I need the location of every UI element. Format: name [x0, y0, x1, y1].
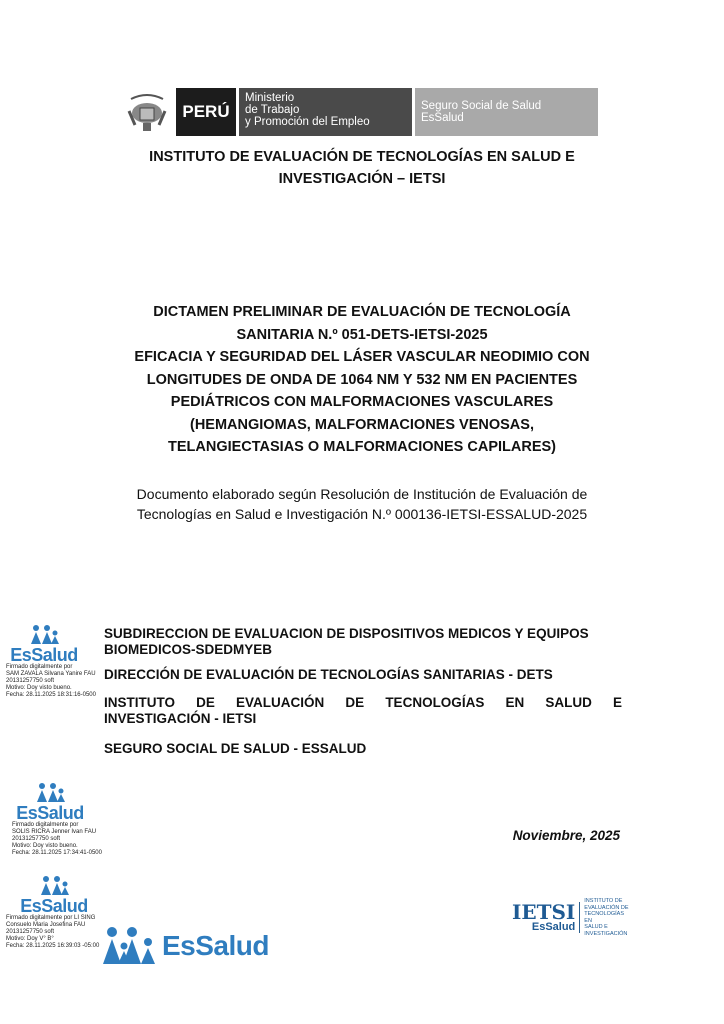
title-line: SANITARIA N.º 051-DETS-IETSI-2025	[236, 326, 488, 343]
signature-line: 20131257750 soft	[6, 929, 55, 935]
org-line: INSTITUTO DE EVALUACIÓN DE TECNOLOGÍAS EN SALUD E	[104, 695, 622, 710]
org-line: DIRECCIÓN DE EVALUACIÓN DE TECNOLOGÍAS SANITARIAS - DETS	[104, 667, 553, 682]
ietsi-logo	[512, 898, 632, 937]
header-banner	[118, 88, 598, 136]
signature-line: Firmado digitalmente por	[6, 664, 73, 670]
ietsi-caption-line: EVALUACIÓN DE	[584, 904, 629, 911]
document-date: Noviembre, 2025	[512, 828, 620, 843]
ietsi-logo-word: IETSI	[512, 900, 576, 924]
org-line: BIOMEDICOS-SDEDMYEB	[104, 642, 273, 657]
signature-line: Motivo: Doy visto bueno.	[12, 843, 78, 849]
ietsi-caption-line: INSTITUTO DE	[584, 898, 623, 904]
resolution-subtitle	[0, 484, 724, 524]
title-line: (HEMANGIOMAS, MALFORMACIONES VENOSAS,	[190, 416, 534, 433]
essalud-logo	[16, 875, 92, 915]
essalud-logo	[6, 624, 82, 664]
digital-signature-3	[6, 875, 106, 950]
org-line: INVESTIGACIÓN - IETSI	[104, 711, 257, 726]
title-line: TELANGIECTASIAS O MALFORMACIONES CAPILARES)	[167, 439, 556, 455]
digital-signature-2	[12, 782, 112, 857]
digital-signature-1	[6, 624, 106, 699]
signature-line: Firmado digitalmente por	[12, 822, 79, 828]
signature-line: Fecha: 28.11.2025 18:31:16-0500	[6, 692, 96, 698]
ietsi-caption-line: SALUD E	[584, 924, 608, 930]
institute-heading	[0, 146, 724, 190]
ministry-line: y Promoción del Empleo	[245, 116, 370, 128]
essalud-band-line: Seguro Social de Salud	[421, 100, 542, 112]
ietsi-logo-caption	[580, 898, 632, 937]
title-line: PEDIÁTRICOS CON MALFORMACIONES VASCULARES	[170, 394, 554, 410]
org-dets	[104, 667, 622, 683]
essalud-logo-text: EsSalud	[20, 896, 88, 916]
essalud-logo-text: EsSalud	[10, 645, 78, 665]
essalud-family-icon	[27, 624, 61, 646]
essalud-family-icon	[37, 875, 71, 897]
essalud-band-label	[415, 88, 598, 136]
peru-label: PERÚ	[176, 88, 239, 136]
ietsi-caption-line: INVESTIGACIÓN	[584, 930, 628, 937]
title-line: LONGITUDES DE ONDA DE 1064 NM Y 532 NM EN PACIENTES	[146, 371, 578, 388]
org-sdedmyeb	[104, 626, 622, 658]
ministry-label	[239, 88, 415, 136]
signature-line: 20131257750 soft	[12, 836, 61, 842]
signature-line: Fecha: 28.11.2025 16:39:03 -05:00	[6, 943, 100, 949]
org-line: SUBDIRECCION DE EVALUACION DE DISPOSITIVOS MEDICOS Y EQUIPOS	[104, 626, 589, 641]
signature-line: SOLIS RICRA Jenner Ivan FAU	[12, 829, 97, 835]
institute-heading-line: INSTITUTO DE EVALUACIÓN DE TECNOLOGÍAS EN SALUD E	[149, 149, 575, 165]
ministry-line: Ministerio	[245, 92, 295, 104]
essalud-footer-logo-text: EsSalud	[162, 930, 269, 961]
org-line: SEGURO SOCIAL DE SALUD - ESSALUD	[104, 741, 367, 756]
peru-coat-of-arms-icon	[118, 88, 176, 136]
title-line: DICTAMEN PRELIMINAR DE EVALUACIÓN DE TECNOLOGÍA	[153, 304, 571, 320]
essalud-footer-logo	[98, 926, 269, 966]
signature-line: Motivo: Doy visto bueno.	[6, 685, 72, 691]
essalud-family-icon	[33, 782, 67, 804]
essalud-band-line: EsSalud	[421, 112, 464, 124]
signature-line: Fecha: 28.11.2025 17:34:41-0500	[12, 850, 102, 856]
ietsi-caption-line: TECNOLOGÍAS EN	[584, 911, 625, 924]
org-ietsi	[104, 695, 622, 727]
signature-line: Consuelo Maria Josefina FAU	[6, 922, 86, 928]
title-line: EFICACIA Y SEGURIDAD DEL LÁSER VASCULAR NEODIMIO CON	[134, 349, 590, 365]
signature-line: Motivo: Doy V° B°	[6, 936, 54, 942]
essalud-logo	[12, 782, 88, 822]
essalud-logo-text: EsSalud	[16, 803, 84, 823]
signature-line: Firmado digitalmente por LI SING	[6, 915, 96, 921]
subtitle-line: Documento elaborado según Resolución de Institución de Evaluación de	[136, 486, 588, 502]
org-essalud	[104, 741, 622, 757]
ietsi-logo-mark	[512, 902, 580, 933]
signature-line: SAM ZAVALA Silvana Yanire FAU	[6, 671, 96, 677]
ministry-line: de Trabajo	[245, 104, 300, 116]
institute-heading-line: INVESTIGACIÓN – IETSI	[278, 171, 446, 187]
subtitle-line: Tecnologías en Salud e Investigación N.º 000136-IETSI-ESSALUD-2025	[136, 506, 588, 522]
document-title	[0, 301, 724, 459]
ietsi-logo-sub: EsSalud	[531, 921, 576, 933]
signature-line: 20131257750 soft	[6, 678, 55, 684]
essalud-family-icon	[98, 926, 162, 966]
